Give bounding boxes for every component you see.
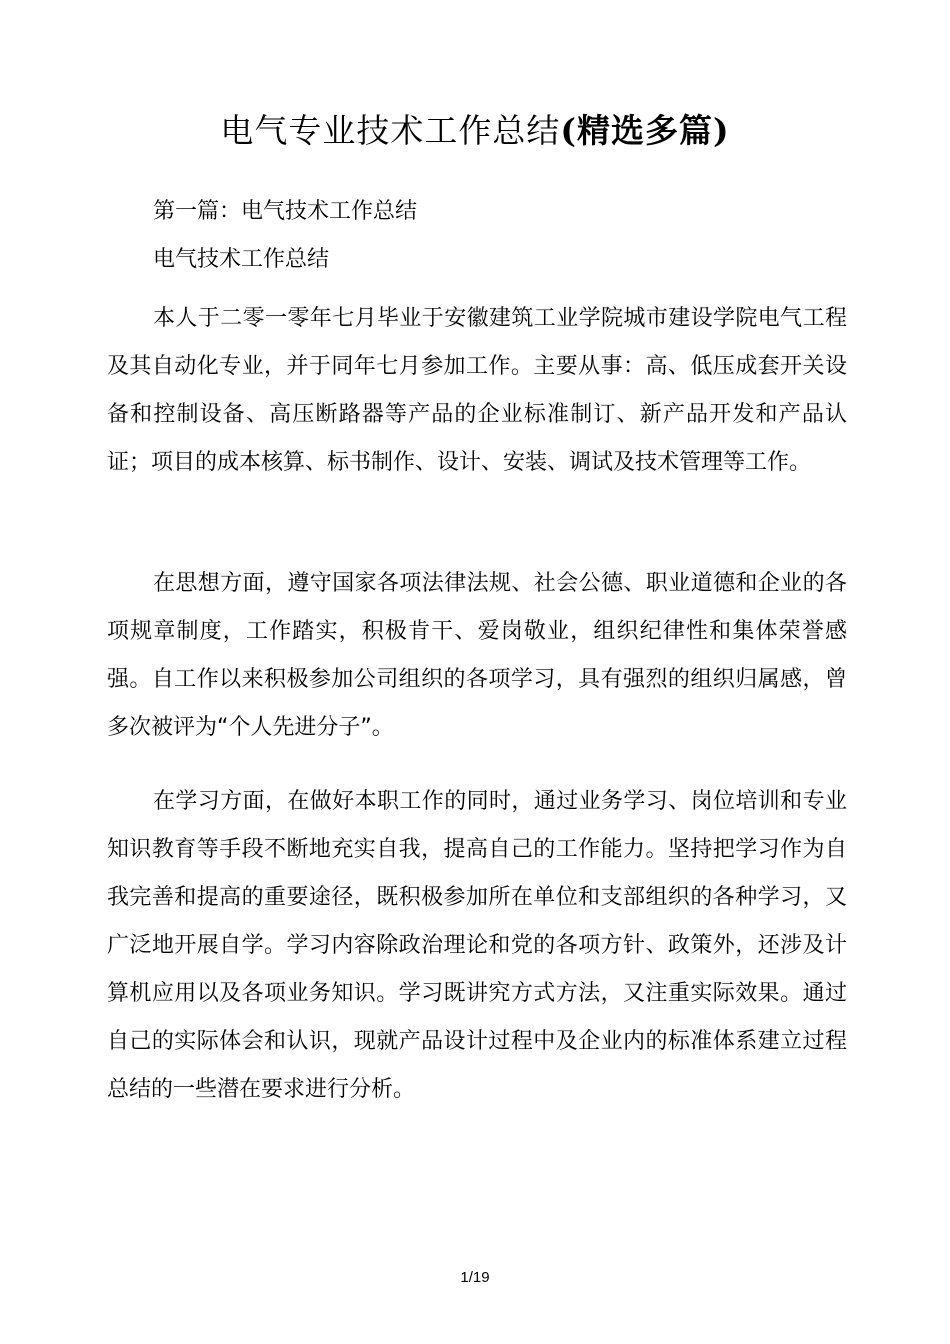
paragraph-ideology: 在思想方面，遵守国家各项法律法规、社会公德、职业道德和企业的各项规章制度，工作踏实，积极肯干、爱岗敬业，组织纪律性和集体荣誉感强。自工作以来积极参加公司组织的各项学习，具有强烈的组织归属感，曾多次被评为“个人先进分子”。 bbox=[107, 571, 847, 740]
paragraph-intro: 本人于二零一零年七月毕业于安徽建筑工业学院城市建设学院电气工程及其自动化专业，并于同年七月参加工作。主要从事：高、低压成套开关设备和控制设备、高压断路器等产品的企业标准制订、新产品开发和产品认证；项目的成本核算、标书制作、设计、安装、调试及技术管理等工作。 bbox=[107, 306, 847, 475]
title-main: 电气专业技术工作总结 bbox=[220, 111, 561, 150]
section-heading: 第一篇：电气技术工作总结 bbox=[153, 199, 418, 224]
page-number: 1/19 bbox=[460, 1269, 490, 1286]
title-suffix: (精选多篇) bbox=[560, 111, 730, 150]
paragraph-study: 在学习方面，在做好本职工作的同时，通过业务学习、岗位培训和专业知识教育等手段不断地充实自我，提高自己的工作能力。坚持把学习作为自我完善和提高的重要途径，既积极参加所在单位和支部组织的各种学习，又广泛地开展自学。学习内容除政治理论和党的各项方针、政策外，还涉及计算机应用以及各项业务知识。学习既讲究方式方法，又注重实际效果。通过自己的实际体会和认识，现就产品设计过程中及企业内的标准体系建立过程总结的一些潜在要求进行分析。 bbox=[107, 789, 847, 1102]
document-title bbox=[0, 106, 950, 156]
subheading: 电气技术工作总结 bbox=[153, 247, 330, 272]
